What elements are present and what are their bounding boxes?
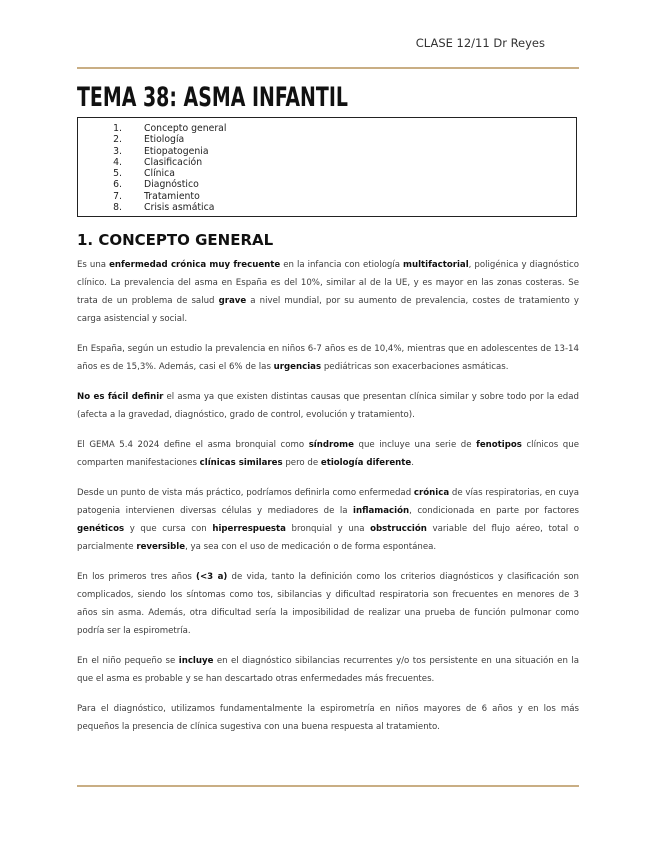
- bold-text: urgencias: [273, 362, 322, 372]
- bold-text: clínicas similares: [199, 458, 283, 468]
- text-run: variable del flujo aéreo, total o parcialmente: [77, 524, 580, 552]
- text-run: Desde un punto de vista más práctico, podríamos definirla como enfermedad: [77, 488, 414, 498]
- toc-item-label: Clínica: [144, 168, 175, 180]
- bold-text: reversible: [136, 542, 186, 552]
- toc-item-number: 3.: [113, 145, 122, 157]
- toc-item-label: Concepto general: [144, 123, 227, 134]
- text-run: , ya sea con el uso de medicación o de forma espontánea.: [185, 542, 437, 552]
- toc-item: [78, 123, 576, 134]
- bold-text: enfermedad crónica muy frecuente: [109, 260, 281, 270]
- body-paragraph: [77, 256, 579, 328]
- text-run: , condicionada en parte por factores: [409, 506, 579, 516]
- toc-item-number: 1.: [113, 123, 122, 134]
- bold-text: obstrucción: [370, 524, 427, 534]
- text-run: , poligénica y diagnóstico clínico. La prevalencia del asma en España es del 10%, similar al de la UE, y es mayor en las zonas costeras. Se trata de un problema de salud: [77, 260, 580, 306]
- top-divider: [77, 67, 579, 69]
- text-run: El GEMA 5.4 2024 define el asma bronquial como: [77, 440, 309, 450]
- toc-item-label: Etiología: [144, 134, 185, 146]
- body-paragraph: [77, 436, 579, 472]
- text-run: que incluye una serie de: [353, 440, 477, 450]
- toc-item-label: Clasificación: [144, 156, 203, 168]
- toc-item-number: 6.: [113, 179, 122, 191]
- text-run: en la infancia con etiología: [280, 260, 404, 270]
- body-paragraph: [77, 568, 579, 640]
- toc-item-number: 4.: [113, 156, 122, 168]
- text-run: En el niño pequeño se: [77, 656, 179, 666]
- toc-item-number: 5.: [113, 168, 122, 180]
- bold-text: fenotipos: [476, 440, 522, 450]
- bottom-divider: [77, 785, 579, 787]
- text-run: pediátricas son exacerbaciones asmáticas.: [321, 362, 509, 372]
- toc-item: [78, 202, 576, 213]
- bold-text: inflamación: [353, 506, 410, 516]
- bold-text: multifactorial: [403, 260, 469, 270]
- text-run: a nivel mundial, por su aumento de prevalencia, costes de tratamiento y carga asistencial y social.: [77, 296, 579, 324]
- bold-text: crónica: [413, 488, 450, 498]
- bold-text: No es fácil definir: [77, 392, 164, 402]
- bold-text: hiperrespuesta: [212, 524, 286, 534]
- text-run: Para el diagnóstico, utilizamos fundamentalmente la espirometría en niños mayores de 6 años y en los más pequeños la presencia de clínica sugestiva con una buena respuesta al tratamiento.: [77, 704, 579, 732]
- text-run: en el diagnóstico sibilancias recurrentes y/o tos persistente en una situación en la que el asma es probable y se han descartado otras enfermedades más frecuentes.: [77, 656, 579, 684]
- text-run: y que cursa con: [124, 524, 213, 534]
- toc-item: [78, 146, 576, 157]
- text-run: En los primeros tres años: [77, 572, 197, 582]
- toc-item: [78, 134, 576, 145]
- toc-item: [78, 168, 576, 179]
- bold-text: grave: [218, 296, 247, 306]
- toc-item: [78, 157, 576, 168]
- text-run: pero de: [282, 458, 321, 468]
- text-run: el asma ya que existen distintas causas que presentan clínica similar y sobre todo por la edad (afecta a la gravedad, diagnóstico, grado de control, evolución y tratamiento).: [77, 392, 579, 420]
- toc-item-number: 7.: [113, 190, 122, 202]
- toc-item: [78, 179, 576, 190]
- toc-item: [78, 191, 576, 202]
- body-paragraph: [77, 484, 579, 556]
- toc-item-label: Etiopatogenia: [144, 145, 209, 157]
- text-run: .: [411, 458, 414, 468]
- toc-item-number: 2.: [113, 134, 122, 146]
- table-of-contents: [77, 117, 577, 217]
- toc-item-label: Crisis asmática: [144, 202, 215, 214]
- bold-text: síndrome: [308, 440, 354, 450]
- document-title: TEMA 38: ASMA INFANTIL: [77, 82, 348, 113]
- page-header: CLASE 12/11 Dr Reyes: [415, 36, 545, 50]
- bold-text: (<3 a): [196, 572, 228, 582]
- body-content: [77, 256, 579, 748]
- body-paragraph: [77, 700, 579, 736]
- text-run: clínicos que comparten manifestaciones: [77, 440, 579, 468]
- text-run: de vida, tanto la definición como los criterios diagnósticos y clasificación son complicados, siendo los síntomas como tos, sibilancias y dificultad respiratoria son frecuentes en menores de 3 años sin asma. Además, otra dificultad sería la imposibilidad de realizar una prueba de función pulmonar como podría ser la espirometría.: [77, 572, 579, 636]
- body-paragraph: [77, 340, 579, 376]
- toc-item-label: Tratamiento: [144, 190, 200, 202]
- toc-item-number: 8.: [113, 202, 122, 214]
- toc-item-label: Diagnóstico: [144, 179, 199, 191]
- bold-text: incluye: [178, 656, 214, 666]
- section-title: 1. CONCEPTO GENERAL: [77, 231, 274, 249]
- text-run: de vías respiratorias, en cuya patogenia intervienen diversas células y mediadores de la: [77, 488, 579, 516]
- text-run: En España, según un estudio la prevalencia en niños 6-7 años es de 10,4%, mientras que en adolescentes de 13-14 años es de 15,3%. Además, casi el 6% de las: [77, 344, 579, 372]
- body-paragraph: [77, 652, 579, 688]
- bold-text: etiología diferente: [320, 458, 412, 468]
- bold-text: genéticos: [77, 524, 125, 534]
- body-paragraph: [77, 388, 579, 424]
- text-run: Es una: [77, 260, 110, 270]
- text-run: bronquial y una: [285, 524, 371, 534]
